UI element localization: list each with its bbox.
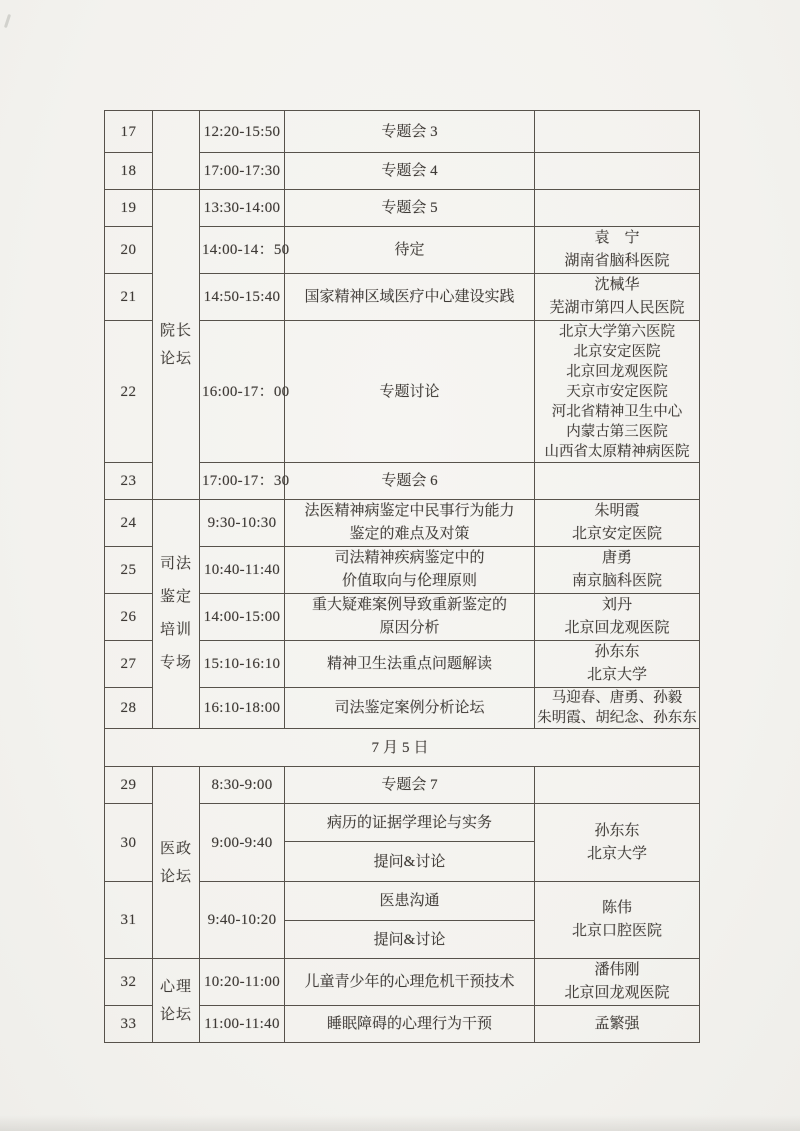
speaker-cell [535,959,700,1006]
forum-cell-psych [153,959,200,1043]
speaker-cell [535,882,700,959]
date-row [105,729,700,767]
speaker-cell [535,227,700,274]
speaker-name: 袁 宁 [594,230,640,246]
speaker-org: 北京大学 [586,667,647,683]
topic-cell: 提问&讨论 [285,842,535,882]
topic-line: 重大疑难案例导致重新鉴定的 [311,597,507,613]
topic-cell [285,500,535,547]
forum-label-line: 院长 [159,322,192,339]
speaker-org: 北京安定医院 [573,343,661,360]
row-number: 32 [105,959,153,1006]
speaker-org: 南京脑科医院 [571,573,662,589]
forum-label-line: 心理 [159,978,192,995]
speaker-org: 北京安定医院 [571,526,662,542]
time-cell: 9:40-10:20 [200,882,285,959]
forum-label-line: 论坛 [159,1006,192,1023]
row-number: 25 [105,547,153,594]
row-number: 20 [105,227,153,274]
speaker-name: 孟繁强 [594,1015,640,1032]
topic-cell: 专题会 3 [285,111,535,153]
time-cell: 10:20-11:00 [200,959,285,1006]
speaker-cell-empty [535,767,700,804]
topic-cell: 医患沟通 [285,882,535,921]
speaker-cell [535,500,700,547]
row-number: 29 [105,767,153,804]
speaker-cell [535,594,700,641]
row-number: 31 [105,882,153,959]
time-cell: 16:00-17：00 [200,321,285,463]
row-number: 30 [105,804,153,882]
date-row-cell: 7月5日 [105,729,700,767]
speaker-org: 芜湖市第四人民医院 [549,300,685,316]
row-number: 27 [105,641,153,688]
row-number: 24 [105,500,153,547]
topic-line: 鉴定的难点及对策 [349,526,470,542]
time-cell: 9:00-9:40 [200,804,285,882]
forum-label-line: 司法 [159,556,192,572]
table-row [105,190,700,227]
time-cell: 12:20-15:50 [200,111,285,153]
topic-cell: 提问&讨论 [285,921,535,959]
row-number: 19 [105,190,153,227]
scan-edge-shadow [0,1115,800,1131]
topic-cell: 专题会 5 [285,190,535,227]
topic-cell: 儿童青少年的心理危机干预技术 [285,959,535,1006]
topic-cell: 待定 [285,227,535,274]
topic-cell: 睡眠障碍的心理行为干预 [285,1006,535,1043]
topic-line: 法医精神病鉴定中民事行为能力 [304,503,515,519]
speaker-org: 北京回龙观医院 [564,620,670,636]
forum-label-line: 鉴定 [159,589,192,605]
speaker-name: 朱明霞 [594,503,640,519]
speaker-cell [535,547,700,594]
speaker-org: 北京回龙观医院 [566,363,668,380]
topic-cell: 专题会 6 [285,463,535,500]
topic-line: 司法精神疾病鉴定中的 [334,550,485,566]
speaker-org: 河北省精神卫生中心 [551,403,683,420]
speaker-org: 湖南省脑科医院 [564,253,670,269]
speaker-cell [535,274,700,321]
topic-line: 价值取向与伦理原则 [341,573,477,589]
speaker-org: 北京口腔医院 [571,923,662,939]
time-cell: 17:00-17：30 [200,463,285,500]
speaker-cell-empty [535,463,700,500]
row-number: 23 [105,463,153,500]
row-number: 22 [105,321,153,463]
topic-cell [285,547,535,594]
row-number: 26 [105,594,153,641]
speaker-org: 北京大学第六医院 [559,323,675,340]
forum-label-line: 论坛 [159,868,192,885]
topic-cell: 司法鉴定案例分析论坛 [285,688,535,729]
speaker-cell [535,1006,700,1043]
topic-cell: 国家精神区域医疗中心建设实践 [285,274,535,321]
time-cell: 14:50-15:40 [200,274,285,321]
forum-label-line: 培训 [159,622,192,638]
time-cell: 8:30-9:00 [200,767,285,804]
speaker-cell [535,688,700,729]
topic-cell: 精神卫生法重点问题解读 [285,641,535,688]
speaker-name: 沈械华 [594,277,640,293]
speaker-org: 北京回龙观医院 [564,985,670,1001]
forum-label-line: 专场 [159,655,192,671]
topic-line: 原因分析 [379,620,440,636]
speaker-cell-empty [535,111,700,153]
time-cell: 11:00-11:40 [200,1006,285,1043]
row-number: 28 [105,688,153,729]
speaker-name: 孙东东 [594,644,640,660]
time-cell: 13:30-14:00 [200,190,285,227]
speaker-name: 刘丹 [601,597,632,613]
speaker-name: 潘伟刚 [594,962,640,978]
time-cell: 9:30-10:30 [200,500,285,547]
row-number: 21 [105,274,153,321]
speaker-cell-empty [535,153,700,190]
speaker-names: 朱明霞、胡纪念、孙东东 [537,710,697,726]
topic-cell: 专题讨论 [285,321,535,463]
forum-cell-medadmin [153,767,200,959]
forum-label-line: 医政 [159,840,192,857]
forum-cell-empty [153,111,200,190]
speaker-cell [535,321,700,463]
speaker-name: 孙东东 [594,822,640,839]
speaker-org: 山西省太原精神病医院 [544,443,690,460]
speaker-cell [535,804,700,882]
speaker-org: 天京市安定医院 [566,383,668,400]
row-number: 33 [105,1006,153,1043]
scan-artifact [4,14,11,28]
speaker-names: 马迎春、唐勇、孙毅 [551,690,683,706]
speaker-org: 北京大学 [586,845,647,862]
speaker-name: 陈伟 [601,900,632,916]
forum-cell-president [153,190,200,500]
topic-cell: 专题会 7 [285,767,535,804]
schedule-table [104,110,700,1043]
topic-cell: 病历的证据学理论与实务 [285,804,535,842]
speaker-cell-empty [535,190,700,227]
time-cell: 16:10-18:00 [200,688,285,729]
time-cell: 15:10-16:10 [200,641,285,688]
table-row [105,500,700,547]
time-cell: 14:00-15:00 [200,594,285,641]
row-number: 17 [105,111,153,153]
topic-cell: 专题会 4 [285,153,535,190]
forum-label-line: 论坛 [159,350,192,367]
speaker-org: 内蒙古第三医院 [566,423,668,440]
forum-cell-judicial [153,500,200,729]
time-cell: 10:40-11:40 [200,547,285,594]
speaker-name: 唐勇 [601,550,632,566]
table-row [105,959,700,1006]
row-number: 18 [105,153,153,190]
speaker-cell [535,641,700,688]
table-row [105,111,700,153]
topic-cell [285,594,535,641]
time-cell: 14:00-14：50 [200,227,285,274]
time-cell: 17:00-17:30 [200,153,285,190]
table-row [105,767,700,804]
